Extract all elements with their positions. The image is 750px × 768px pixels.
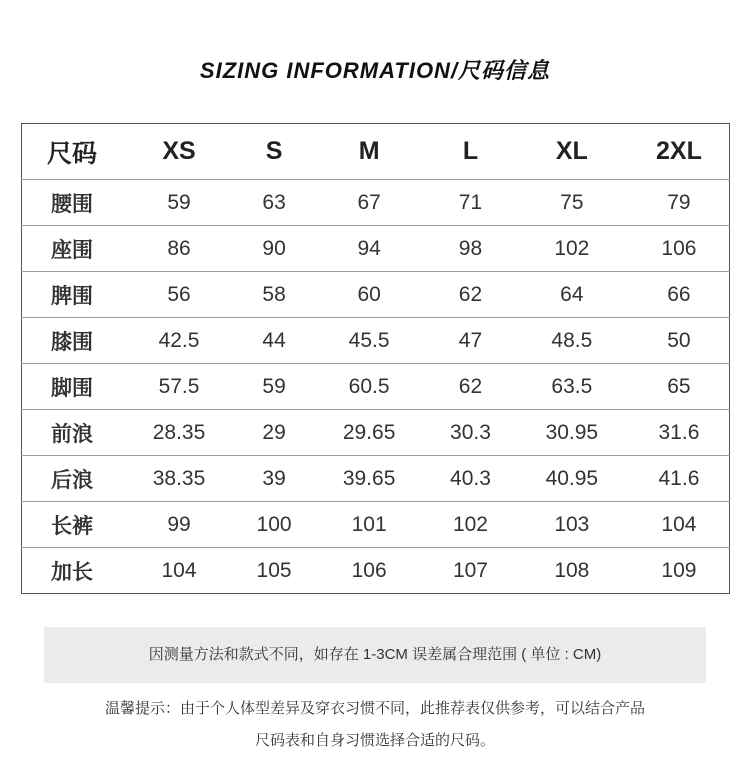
table-row: [22, 318, 730, 364]
table-cell: 102: [515, 226, 629, 272]
table-cell: 94: [312, 226, 426, 272]
table-cell: 28.35: [122, 410, 236, 456]
size-table: [21, 123, 730, 594]
header-size-label: 尺码: [46, 139, 97, 168]
table-cell: 104: [122, 548, 236, 594]
row-label: 前浪: [22, 410, 123, 456]
table-cell: 47: [426, 318, 515, 364]
table-cell: 62: [426, 364, 515, 410]
table-cell: 45.5: [312, 318, 426, 364]
table-cell: 41.6: [629, 456, 730, 502]
row-label: 脾围: [22, 272, 123, 318]
table-cell: 101: [312, 502, 426, 548]
page-title: SIZING INFORMATION/尺码信息: [199, 58, 551, 83]
table-cell: 106: [312, 548, 426, 594]
row-label: 脚围: [22, 364, 123, 410]
row-label: 膝围: [22, 318, 123, 364]
header-size-s: S: [265, 137, 283, 165]
table-cell: 107: [426, 548, 515, 594]
table-cell: 38.35: [122, 456, 236, 502]
tip-line-1: 温馨提示：由于个人体型差异及穿衣习惯不同，此推荐表仅供参考，可以结合产品: [104, 700, 645, 717]
table-cell: 67: [312, 180, 426, 226]
table-cell: 60.5: [312, 364, 426, 410]
table-cell: 58: [236, 272, 312, 318]
table-cell: 39.65: [312, 456, 426, 502]
table-row: [22, 226, 730, 272]
table-cell: 106: [629, 226, 730, 272]
table-cell: 63.5: [515, 364, 629, 410]
table-cell: 59: [122, 180, 236, 226]
table-cell: 108: [515, 548, 629, 594]
table-cell: 57.5: [122, 364, 236, 410]
table-row: [22, 364, 730, 410]
table-cell: 44: [236, 318, 312, 364]
table-cell: 86: [122, 226, 236, 272]
table-cell: 102: [426, 502, 515, 548]
table-cell: 103: [515, 502, 629, 548]
table-header-row: [22, 124, 730, 180]
table-row: [22, 272, 730, 318]
row-label: 座围: [22, 226, 123, 272]
table-cell: 79: [629, 180, 730, 226]
tip-line-2: 尺码表和自身习惯选择合适的尺码。: [254, 732, 495, 749]
row-label: 后浪: [22, 456, 123, 502]
table-cell: 62: [426, 272, 515, 318]
table-cell: 30.95: [515, 410, 629, 456]
header-size-l: L: [462, 137, 479, 165]
table-cell: 109: [629, 548, 730, 594]
header-size-xl: XL: [555, 137, 588, 165]
table-row: [22, 502, 730, 548]
table-cell: 63: [236, 180, 312, 226]
table-cell: 71: [426, 180, 515, 226]
measurement-note: 因测量方法和款式不同，如存在 1-3CM 误差属合理范围 ( 单位 : CM): [44, 627, 706, 683]
table-row: [22, 410, 730, 456]
table-cell: 40.95: [515, 456, 629, 502]
table-cell: 104: [629, 502, 730, 548]
table-cell: 66: [629, 272, 730, 318]
row-label: 加长: [22, 548, 123, 594]
table-cell: 29: [236, 410, 312, 456]
table-cell: 30.3: [426, 410, 515, 456]
table-cell: 31.6: [629, 410, 730, 456]
row-label: 腰围: [22, 180, 123, 226]
header-size-2xl: 2XL: [656, 137, 702, 165]
table-cell: 98: [426, 226, 515, 272]
table-cell: 75: [515, 180, 629, 226]
table-row: [22, 456, 730, 502]
table-row: [22, 180, 730, 226]
table-cell: 105: [236, 548, 312, 594]
table-cell: 90: [236, 226, 312, 272]
header-size-m: M: [358, 137, 380, 165]
table-cell: 59: [236, 364, 312, 410]
table-row: [22, 548, 730, 594]
header-size-xs: XS: [162, 137, 196, 165]
table-cell: 29.65: [312, 410, 426, 456]
table-cell: 99: [122, 502, 236, 548]
row-label: 长裤: [22, 502, 123, 548]
table-cell: 100: [236, 502, 312, 548]
table-cell: 60: [312, 272, 426, 318]
table-cell: 42.5: [122, 318, 236, 364]
table-cell: 39: [236, 456, 312, 502]
table-cell: 65: [629, 364, 730, 410]
table-cell: 50: [629, 318, 730, 364]
table-cell: 64: [515, 272, 629, 318]
table-cell: 40.3: [426, 456, 515, 502]
table-cell: 48.5: [515, 318, 629, 364]
table-cell: 56: [122, 272, 236, 318]
